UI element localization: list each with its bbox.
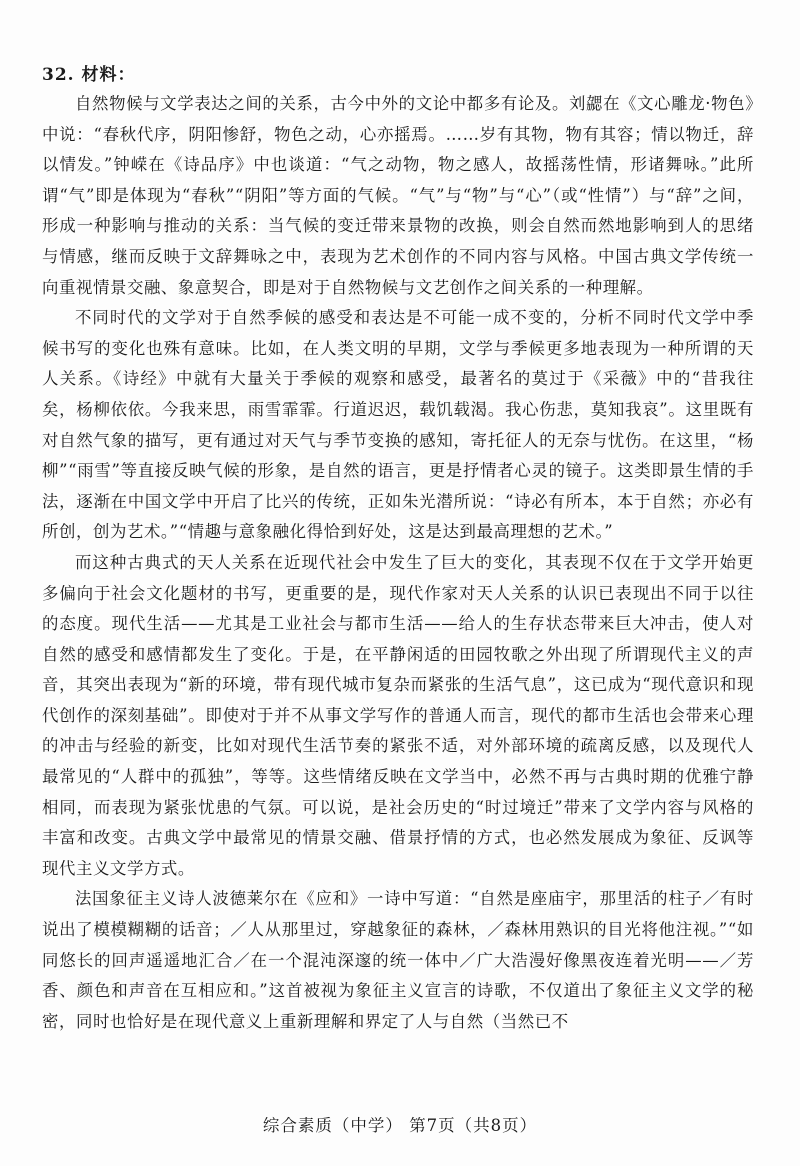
paragraph-2: 不同时代的文学对于自然季候的感受和表达是不可能一成不变的，分析不同时代文学中季候书写的变化也殊有意味。比如，在人类文明的早期，文学与季候更多地表现为一种所谓的天人关系。《诗经》中就有大量关于季候的观察和感受，最著名的莫过于《采薇》中的“昔我往矣，杨柳依依。今我来思，雨雪霏霏。行道迟迟，载饥载渴。我心伤悲，莫知我哀”。这里既有对自然气象的描写，更有通过对天气与季节变换的感知，寄托征人的无奈与忧伤。在这里，“杨柳”“雨雪”等直接反映气候的形象，是自然的语言，更是抒情者心灵的镜子。这类即景生情的手法，逐渐在中国文学中开启了比兴的传统，正如朱光潜所说：“诗必有所本，本于自然；亦必有所创，创为艺术。”“情趣与意象融化得恰到好处，这是达到最高理想的艺术。” <box>42 308 754 542</box>
page-footer: 综合素质（中学） 第7页（共8页） <box>262 1116 538 1135</box>
paragraph-4: 法国象征主义诗人波德莱尔在《应和》一诗中写道：“自然是座庙宇，那里活的柱子／有时说出了模模糊糊的话音；／人从那里过，穿越象征的森林，／森林用熟识的目光将他注视。”“如同悠长的回声遥遥地汇合／在一个混沌深邃的统一体中／广大浩漫好像黑夜连着光明——／芳香、颜色和声音在互相应和。”这首被视为象征主义宣言的诗歌，不仅道出了象征主义文学的秘密，同时也恰好是在现代意义上重新理解和界定了人与自然（当然已不 <box>42 889 754 1031</box>
material-body <box>42 89 754 1037</box>
question-heading: 32. 材料： <box>42 65 136 85</box>
paragraph-3: 而这种古典式的天人关系在近现代社会中发生了巨大的变化，其表现不仅在于文学开始更多偏向于社会文化题材的书写，更重要的是，现代作家对天人关系的认识已表现出不同于以往的态度。现代生活——尤其是工业社会与都市生活——给人的生存状态带来巨大冲击，使人对自然的感受和感情都发生了变化。于是，在平静闲适的田园牧歌之外出现了所谓现代主义的声音，其突出表现为“新的环境，带有现代城市复杂而紧张的生活气息”，这已成为“现代意识和现代创作的深刻基础”。即使对于并不从事文学写作的普通人而言，现代的都市生活也会带来心理的冲击与经验的新变，比如对现代生活节奏的紧张不适，对外部环境的疏离反感，以及现代人最常见的“人群中的孤独”，等等。这些情绪反映在文学当中，必然不再与古典时期的优雅宁静相同，而表现为紧张忧患的气氛。可以说，是社会历史的“时过境迁”带来了文学内容与风格的丰富和改变。古典文学中最常见的情景交融、借景抒情的方式，也必然发展成为象征、反讽等现代主义文学方式。 <box>42 552 754 878</box>
paragraph-1: 自然物候与文学表达之间的关系，古今中外的文论中都多有论及。刘勰在《文心雕龙·物色》中说：“春秋代序，阴阳惨舒，物色之动，心亦摇焉。……岁有其物，物有其容；情以物迁，辞以情发。”钟嵘在《诗品序》中也谈道：“气之动物，物之感人，故摇荡性情，形诸舞咏。”此所谓“气”即是体现为“春秋”“阴阳”等方面的气候。“气”与“物”与“心”（或“性情”）与“辞”之间，形成一种影响与推动的关系：当气候的变迁带来景物的改换，则会自然而然地影响到人的思绪与情感，继而反映于文辞舞咏之中，表现为艺术创作的不同内容与风格。中国古典文学传统一向重视情景交融、象意契合，即是对于自然物候与文艺创作之间关系的一种理解。 <box>42 94 754 297</box>
